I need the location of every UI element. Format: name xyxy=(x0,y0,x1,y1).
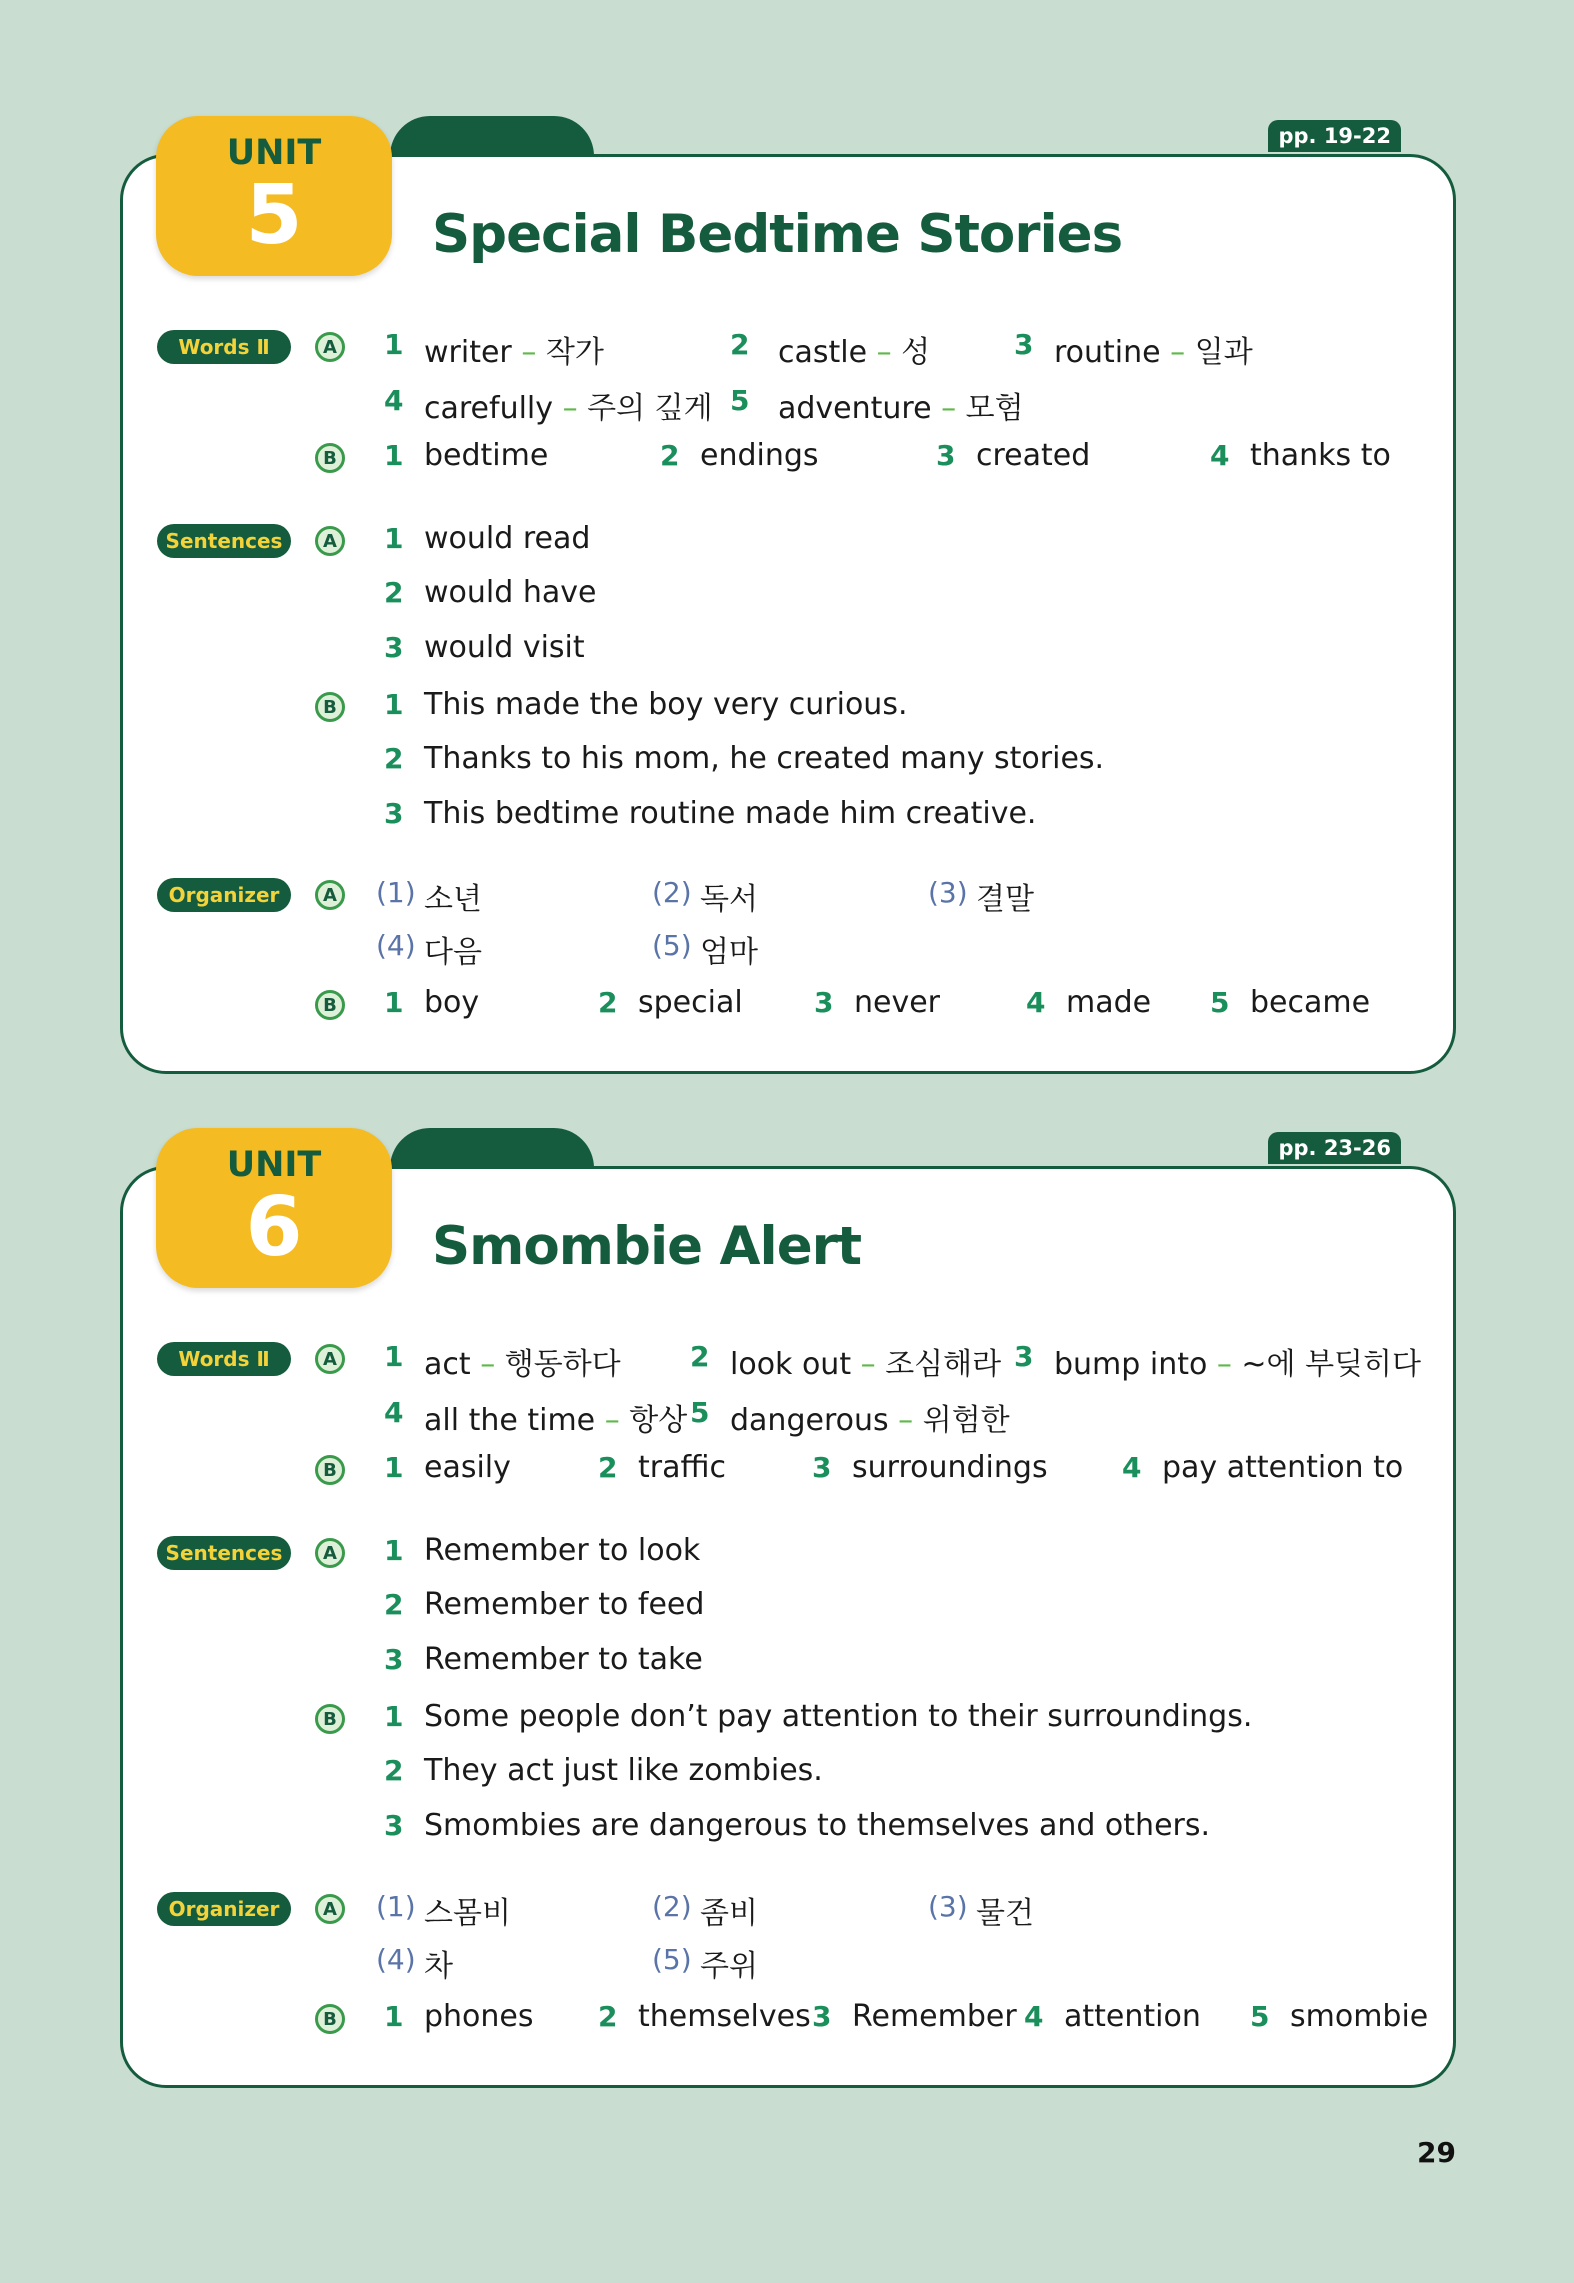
item-number: 2 xyxy=(660,439,680,472)
section-a-marker: A xyxy=(315,1538,345,1568)
answer-text: would visit xyxy=(424,630,585,665)
answer-text: writer – 작가 xyxy=(424,335,604,370)
answer-text: created xyxy=(976,438,1091,473)
section-a-marker: A xyxy=(315,1894,345,1924)
answer-text: bedtime xyxy=(424,438,549,473)
item-number: 4 xyxy=(1122,1451,1142,1484)
item-number: 4 xyxy=(384,1396,404,1429)
item-number: 3 xyxy=(812,1451,832,1484)
item-number: 5 xyxy=(1210,986,1230,1019)
item-number: (3) xyxy=(928,876,968,909)
answer-text: Smombies are dangerous to themselves and others. xyxy=(424,1808,1211,1843)
item-number: 1 xyxy=(384,1700,404,1733)
section-b-marker: B xyxy=(315,1704,345,1734)
item-number: 2 xyxy=(598,1451,618,1484)
answer-text: easily xyxy=(424,1450,511,1485)
section-a-marker: A xyxy=(315,1344,345,1374)
answer-text: Some people don’t pay attention to their surroundings. xyxy=(424,1699,1253,1734)
answer-text: themselves xyxy=(638,1999,811,2034)
item-number: 1 xyxy=(384,688,404,721)
item-number: 3 xyxy=(936,439,956,472)
section-a-marker: A xyxy=(315,880,345,910)
item-number: 1 xyxy=(384,439,404,472)
item-number: 3 xyxy=(384,631,404,664)
item-number: 4 xyxy=(1024,2000,1044,2033)
answer-text: 엄마 xyxy=(700,935,758,970)
item-number: 2 xyxy=(598,2000,618,2033)
sentences-label: Sentences xyxy=(157,524,291,558)
item-number: 4 xyxy=(1026,986,1046,1019)
organizer-label: Organizer xyxy=(157,1892,291,1926)
page-range: pp. 23-26 xyxy=(1268,1132,1401,1164)
item-number: 1 xyxy=(384,1451,404,1484)
answer-text: special xyxy=(638,985,743,1020)
section-a-marker: A xyxy=(315,526,345,556)
item-number: 3 xyxy=(814,986,834,1019)
unit-label: UNIT xyxy=(226,133,322,173)
item-number: 3 xyxy=(384,1643,404,1676)
section-b-marker: B xyxy=(315,1455,345,1485)
item-number: 2 xyxy=(384,742,404,775)
item-number: 2 xyxy=(730,328,750,361)
answer-text: 스몸비 xyxy=(424,1896,511,1931)
words-label: Words Ⅱ xyxy=(157,1342,291,1376)
item-number: 3 xyxy=(1014,328,1034,361)
unit-label: UNIT xyxy=(226,1145,322,1185)
answer-text: act – 행동하다 xyxy=(424,1347,621,1382)
item-number: (2) xyxy=(652,876,692,909)
item-number: 1 xyxy=(384,986,404,1019)
item-number: 1 xyxy=(384,328,404,361)
words-label: Words Ⅱ xyxy=(157,330,291,364)
item-number: 1 xyxy=(384,1534,404,1567)
item-number: (1) xyxy=(376,1890,416,1923)
section-b-marker: B xyxy=(315,443,345,473)
answer-text: Thanks to his mom, he created many stories. xyxy=(424,741,1105,776)
item-number: 3 xyxy=(384,1809,404,1842)
answer-text: 소년 xyxy=(424,882,482,917)
item-number: 2 xyxy=(598,986,618,1019)
answer-text: boy xyxy=(424,985,480,1020)
unit-badge xyxy=(156,1128,392,1288)
answer-text: They act just like zombies. xyxy=(424,1753,823,1788)
item-number: (3) xyxy=(928,1890,968,1923)
answer-text: 물건 xyxy=(976,1896,1034,1931)
answer-text: This bedtime routine made him creative. xyxy=(424,796,1037,831)
answer-text: 결말 xyxy=(976,882,1034,917)
item-number: 1 xyxy=(384,1340,404,1373)
item-number: 2 xyxy=(384,576,404,609)
item-number: 3 xyxy=(1014,1340,1034,1373)
section-b-marker: B xyxy=(315,692,345,722)
item-number: 1 xyxy=(384,522,404,555)
answer-card xyxy=(120,154,1456,1074)
unit-badge xyxy=(156,116,392,276)
answer-text: pay attention to xyxy=(1162,1450,1404,1485)
answer-text: 좀비 xyxy=(700,1896,758,1931)
unit-number: 6 xyxy=(245,1180,303,1275)
item-number: 3 xyxy=(812,2000,832,2033)
answer-text: 다음 xyxy=(424,935,482,970)
answer-text: never xyxy=(854,985,941,1020)
unit-number: 5 xyxy=(245,168,303,263)
answer-text: routine – 일과 xyxy=(1054,335,1253,370)
answer-text: Remember to take xyxy=(424,1642,703,1677)
section-a-marker: A xyxy=(315,332,345,362)
organizer-label: Organizer xyxy=(157,878,291,912)
item-number: (2) xyxy=(652,1890,692,1923)
answer-text: Remember xyxy=(852,1999,1017,2034)
answer-text: bump into – ~에 부딪히다 xyxy=(1054,1347,1421,1382)
item-number: 2 xyxy=(384,1588,404,1621)
answer-text: 독서 xyxy=(700,882,758,917)
answer-text: thanks to xyxy=(1250,438,1391,473)
item-number: 4 xyxy=(1210,439,1230,472)
section-b-marker: B xyxy=(315,2004,345,2034)
item-number: (1) xyxy=(376,876,416,909)
answer-text: Remember to look xyxy=(424,1533,701,1568)
item-number: 5 xyxy=(1250,2000,1270,2033)
answer-text: endings xyxy=(700,438,819,473)
unit-title: Smombie Alert xyxy=(432,1216,862,1277)
answer-text: would have xyxy=(424,575,597,610)
item-number: 4 xyxy=(384,384,404,417)
item-number: (4) xyxy=(376,1943,416,1976)
answer-text: traffic xyxy=(638,1450,726,1485)
sentences-label: Sentences xyxy=(157,1536,291,1570)
page-number: 29 xyxy=(1417,2136,1456,2169)
answer-text: became xyxy=(1250,985,1371,1020)
item-number: 2 xyxy=(690,1340,710,1373)
item-number: (4) xyxy=(376,929,416,962)
answer-text: 차 xyxy=(424,1949,453,1984)
answer-card xyxy=(120,1166,1456,2088)
answer-text: Remember to feed xyxy=(424,1587,705,1622)
answer-text: made xyxy=(1066,985,1152,1020)
answer-text: This made the boy very curious. xyxy=(424,687,908,722)
unit-6-section xyxy=(120,1128,1456,2088)
item-number: (5) xyxy=(652,1943,692,1976)
page-range: pp. 19-22 xyxy=(1268,120,1401,152)
answer-text: smombie xyxy=(1290,1999,1429,2034)
answer-text: castle – 성 xyxy=(778,335,931,370)
item-number: 5 xyxy=(730,384,750,417)
answer-text: phones xyxy=(424,1999,534,2034)
answer-text: 주위 xyxy=(700,1949,758,1984)
answer-text: adventure – 모험 xyxy=(778,391,1024,426)
answer-text: look out – 조심해라 xyxy=(730,1347,1002,1382)
answer-text: would read xyxy=(424,521,591,556)
item-number: 5 xyxy=(690,1396,710,1429)
item-number: 2 xyxy=(384,1754,404,1787)
unit-5-section xyxy=(120,116,1456,1076)
answer-text: dangerous – 위험한 xyxy=(730,1403,1010,1438)
item-number: 3 xyxy=(384,797,404,830)
section-b-marker: B xyxy=(315,990,345,1020)
item-number: (5) xyxy=(652,929,692,962)
answer-text: all the time – 항상 xyxy=(424,1403,688,1438)
unit-title: Special Bedtime Stories xyxy=(432,204,1123,265)
answer-text: surroundings xyxy=(852,1450,1048,1485)
answer-text: carefully – 주의 깊게 xyxy=(424,391,713,426)
answer-text: attention xyxy=(1064,1999,1201,2034)
item-number: 1 xyxy=(384,2000,404,2033)
